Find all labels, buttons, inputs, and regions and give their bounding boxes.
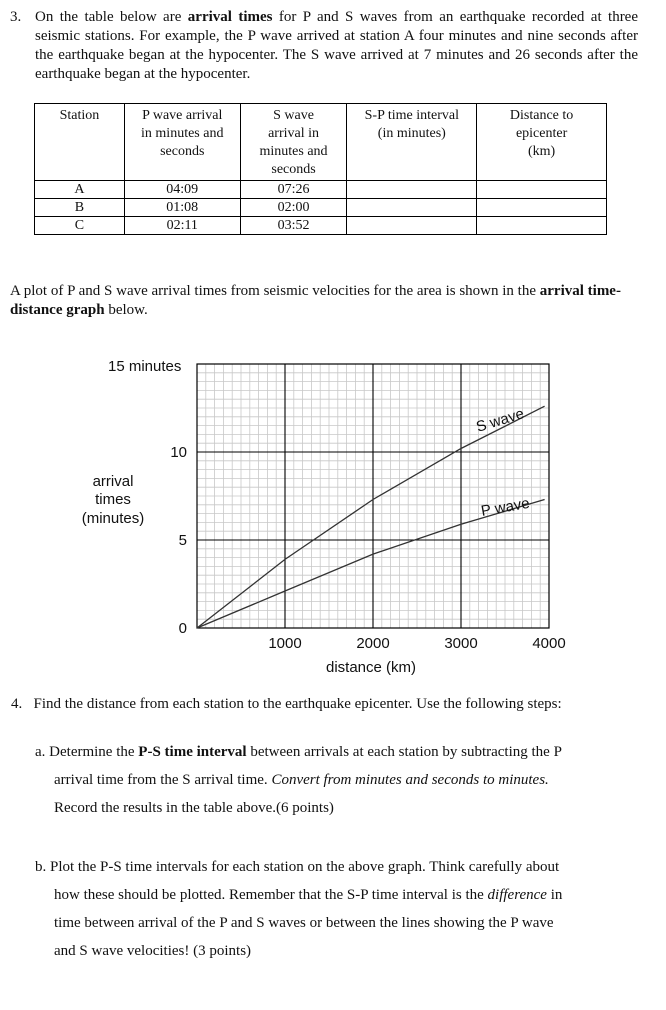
step-b-line-3: time between arrival of the P and S waves or between the lines showing the P wave [54,915,554,931]
step-a-line-1-rest: between arrivals at each station by subtracting the P [246,744,562,760]
header-dist-line-3: (km) [527,144,556,159]
step-b-italic: difference [487,887,547,903]
plot-intro-bold: arrival time-distance graph [10,283,621,318]
cell-p-arrival: 02:11 [124,217,240,235]
step-b-line-1: b. Plot the P-S time intervals for each station on the above graph. Think carefully about [35,859,560,875]
top-label: 15 minutes [108,358,182,375]
table-row [35,217,607,235]
header-p-line-3: seconds [160,144,205,159]
cell-station: B [35,199,125,217]
y-axis-label [82,473,145,527]
question-4-number: 4. [11,696,23,712]
step-a-line-1-text: a. Determine the [35,744,139,760]
step-a-line-2-text: arrival time from the S arrival time. [54,772,272,788]
cell-distance[interactable] [477,181,607,199]
plot-intro [10,282,650,320]
step-b-line-4: and S wave velocities! (3 points) [54,943,252,959]
header-dist-line-2: epicenter [515,126,568,141]
arrival-time-distance-graph [0,350,666,690]
header-s-line-3: minutes and [259,144,328,159]
step-a-line-2 [54,766,625,794]
question-3-bold: arrival times [187,9,273,25]
y-tick-label: 5 [178,532,187,549]
step-a-italic: Convert from minutes and seconds to minutes. [271,772,549,788]
arrival-times-table [34,103,607,235]
step-b [35,853,625,965]
cell-sp-interval[interactable] [347,199,477,217]
cell-sp-interval[interactable] [347,217,477,235]
x-axis-label: distance (km) [325,659,417,676]
cell-sp-interval[interactable] [347,181,477,199]
step-a-line-1 [35,738,625,766]
step-b-line-2-rest: in [546,887,563,903]
step-b-line-2-text: how these should be plotted. Remember that the S-P time interval is the [54,887,488,903]
cell-p-arrival: 01:08 [124,199,240,217]
step-b-line-2 [54,881,625,909]
y-axis-label-line-1: arrival [92,473,134,490]
cell-distance[interactable] [477,199,607,217]
header-s-line-2: arrival in [268,126,319,141]
question-3 [10,8,638,84]
header-station [35,104,125,181]
x-tick-label: 4000 [532,635,566,652]
cell-s-arrival: 02:00 [240,199,347,217]
question-3-text [35,8,638,84]
y-axis-label-line-3: (minutes) [81,510,145,527]
header-s-line-4: seconds [271,162,316,177]
cell-s-arrival: 07:26 [240,181,347,199]
header-p-wave [124,104,240,181]
header-sp-line-2: (in minutes) [377,126,446,141]
header-dist-line-1: Distance to [509,108,574,123]
header-sp-interval [347,104,477,181]
x-tick-label: 2000 [356,635,390,652]
header-p-line-1: P wave arrival [142,108,223,123]
y-axis-label-line-2: times [95,491,131,508]
table-row [35,199,607,217]
x-tick-label: 3000 [444,635,478,652]
header-s-wave [240,104,347,181]
header-sp-line-1: S-P time interval [364,108,459,123]
step-a-line-3: Record the results in the table above.(6 points) [54,800,334,816]
p-wave-line [197,500,545,629]
p-wave-label: P wave [479,494,531,520]
x-tick-label: 1000 [268,635,302,652]
cell-station: A [35,181,125,199]
cell-station: C [35,217,125,235]
question-4-text: Find the distance from each station to the earthquake epicenter. Use the following steps: [33,696,562,712]
plot-intro-text-2: below. [104,302,148,318]
header-distance [477,104,607,181]
header-station-line: Station [59,108,100,123]
step-a-bold: P-S time interval [138,744,247,760]
tick-labels [170,444,565,652]
question-3-text-2: for P and S waves from an earthquake recorded at three seismic stations. For example, the P wave arrived at station A four minutes and nine seconds after the earthquake began at the hypocenter. The S wave arrived at 7 minutes and 26 seconds after the earthquake began at the hypocenter. [35,9,638,82]
header-s-line-1: S wave [273,108,314,123]
cell-distance[interactable] [477,217,607,235]
cell-s-arrival: 03:52 [240,217,347,235]
s-wave-label: S wave [474,405,527,436]
table-header-row [35,104,607,181]
step-a [35,738,625,822]
question-3-number: 3. [10,9,22,25]
y-tick-label: 0 [178,620,187,637]
question-4 [11,696,562,713]
plot-intro-text-1: A plot of P and S wave arrival times from seismic velocities for the area is shown in the [10,283,540,299]
question-3-text-1: On the table below are [35,9,188,25]
header-p-line-2: in minutes and [141,126,224,141]
y-tick-label: 10 [170,444,187,461]
cell-p-arrival: 04:09 [124,181,240,199]
table-row [35,181,607,199]
